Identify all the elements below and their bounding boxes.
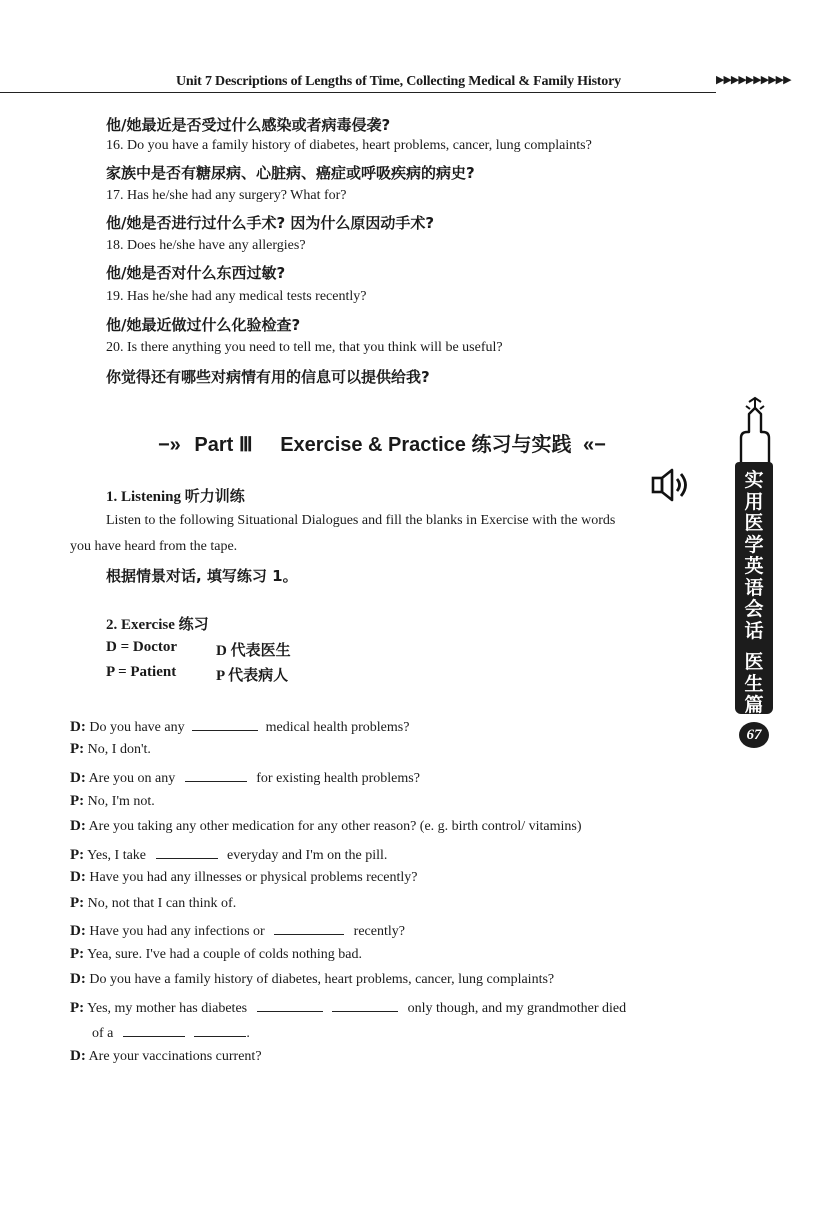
fill-blank[interactable]	[185, 767, 247, 782]
line-text: medical health problems?	[265, 720, 410, 735]
legend-doctor-zh: D 代表医生	[216, 643, 291, 659]
listening-instruction-1: Listen to the following Situational Dialogues and fill the blanks in Exercise with the words	[106, 513, 616, 528]
question-19-zh: 他/她最近做过什么化验检查?	[106, 316, 301, 334]
listening-instruction-zh: 根据情景对话, 填写练习 1。	[106, 567, 298, 585]
speaker-label: P:	[70, 1000, 85, 1016]
part-label: Part Ⅲ	[194, 434, 253, 456]
line-text: Yea, sure. I've had a couple of colds nothing bad.	[87, 947, 362, 962]
fill-blank[interactable]	[156, 844, 218, 859]
question-18-en: 18. Does he/she have any allergies?	[106, 238, 306, 253]
line-text: recently?	[353, 924, 405, 939]
line-text: only though, and my grandmother died	[407, 1001, 627, 1016]
running-header: Unit 7 Descriptions of Lengths of Time, Collecting Medical & Family History	[176, 74, 621, 89]
question-16-zh: 家族中是否有糖尿病、心脏病、癌症或呼吸疾病的病史?	[106, 164, 475, 182]
part-title: Exercise & Practice 练习与实践	[280, 434, 572, 456]
line-text: No, I don't.	[87, 742, 151, 757]
speaker-label: D:	[70, 770, 86, 786]
line-text: Are you taking any other medication for any other reason? (e. g. birth control/ vitamins)	[88, 819, 582, 834]
exercise-heading: 2. Exercise 练习	[106, 617, 209, 633]
line-text: for existing health problems?	[256, 771, 420, 786]
line-text: of a	[92, 1026, 114, 1041]
side-tab-section: 医生篇	[744, 651, 764, 716]
page-number: 67	[739, 722, 769, 748]
dialogue-line	[70, 971, 554, 988]
speaker-label: P:	[70, 946, 85, 962]
dialogue-line	[70, 767, 420, 787]
part-left-deco: −»	[158, 434, 181, 456]
speaker-label: D:	[70, 869, 86, 885]
dialogue-line	[70, 716, 409, 736]
dialogue-line	[70, 793, 155, 810]
speaker-label: P:	[70, 793, 85, 809]
speaker-label: D:	[70, 719, 86, 735]
listening-instruction-2: you have heard from the tape.	[70, 539, 238, 554]
part-heading	[158, 428, 606, 457]
question-17-en: 17. Has he/she had any surgery? What for?	[106, 188, 347, 203]
dialogue-line	[70, 895, 236, 912]
line-text: Yes, I take	[87, 848, 147, 863]
speaker-label: D:	[70, 971, 86, 987]
header-arrows: ▶▶▶▶▶▶▶▶▶▶	[716, 74, 791, 86]
listening-heading: 1. Listening 听力训练	[106, 489, 245, 505]
line-text: Do you have any	[89, 720, 185, 735]
fill-blank[interactable]	[123, 1022, 185, 1037]
dialogue-line	[70, 946, 362, 963]
line-text: Are your vaccinations current?	[88, 1049, 262, 1064]
line-text: Have you had any infections or	[89, 924, 265, 939]
side-tab-book-title: 实用医学英语会话	[744, 469, 764, 642]
line-text: Have you had any illnesses or physical problems recently?	[89, 870, 418, 885]
fill-blank[interactable]	[274, 920, 344, 935]
line-text: everyday and I'm on the pill.	[227, 848, 388, 863]
fill-blank[interactable]	[192, 716, 258, 731]
question-19-en: 19. Has he/she had any medical tests recently?	[106, 289, 367, 304]
legend-patient-en: P = Patient	[106, 664, 177, 680]
line-text: No, not that I can think of.	[87, 896, 237, 911]
dialogue-line	[70, 844, 387, 864]
dialogue-line	[70, 997, 626, 1017]
header-rule	[0, 92, 716, 93]
question-20-en: 20. Is there anything you need to tell me, that you think will be useful?	[106, 340, 503, 355]
dialogue-line	[70, 741, 151, 758]
arrow-bookmark-icon	[733, 396, 777, 471]
dialogue-line	[70, 818, 582, 835]
dialogue-line-continued	[92, 1022, 250, 1042]
line-text: .	[246, 1026, 250, 1041]
speaker-label: P:	[70, 895, 85, 911]
legend-patient-zh: P 代表病人	[216, 668, 289, 684]
line-text: Do you have a family history of diabetes, heart problems, cancer, lung complaints?	[89, 972, 555, 987]
dialogue-line	[70, 1048, 262, 1065]
part-right-deco: «−	[583, 434, 606, 456]
line-text: Are you on any	[88, 771, 176, 786]
speaker-label: D:	[70, 818, 86, 834]
fill-blank[interactable]	[257, 997, 323, 1012]
speaker-icon[interactable]	[651, 467, 695, 508]
dialogue-line	[70, 920, 405, 940]
question-16-en: 16. Do you have a family history of diabetes, heart problems, cancer, lung complaints?	[106, 138, 592, 153]
speaker-label: P:	[70, 847, 85, 863]
speaker-label: D:	[70, 1048, 86, 1064]
line-text: No, I'm not.	[87, 794, 155, 809]
line-text: Yes, my mother has diabetes	[87, 1001, 248, 1016]
dialogue-line	[70, 869, 417, 886]
legend-doctor-en: D = Doctor	[106, 639, 178, 655]
fill-blank[interactable]	[194, 1022, 246, 1037]
question-15-zh: 他/她最近是否受过什么感染或者病毒侵袭?	[106, 116, 391, 134]
fill-blank[interactable]	[332, 997, 398, 1012]
question-20-zh: 你觉得还有哪些对病情有用的信息可以提供给我?	[106, 368, 430, 386]
speaker-label: D:	[70, 923, 86, 939]
question-17-zh: 他/她是否进行过什么手术? 因为什么原因动手术?	[106, 214, 435, 232]
question-18-zh: 他/她是否对什么东西过敏?	[106, 264, 286, 282]
speaker-label: P:	[70, 741, 85, 757]
